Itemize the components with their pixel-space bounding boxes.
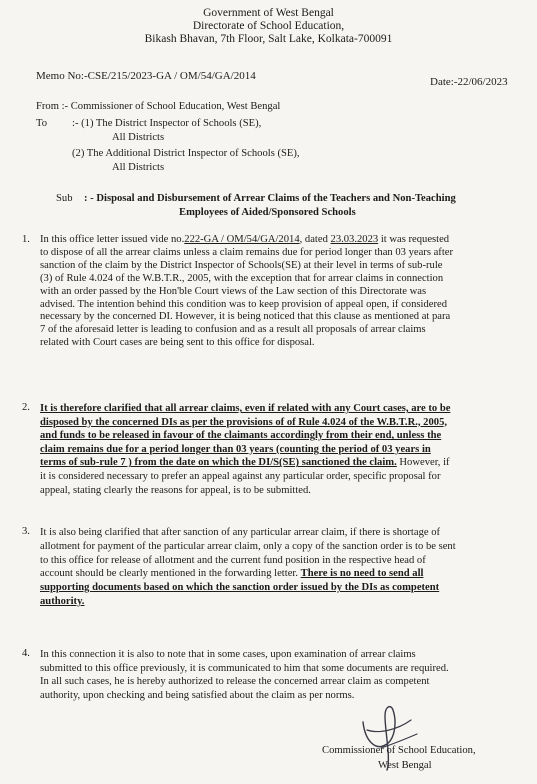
subject-label: Sub — [56, 193, 73, 204]
paragraph-4-line: authority, upon checking and being satisfied about the claim as per norms. — [40, 689, 355, 701]
header-government: Government of West Bengal — [203, 7, 334, 19]
to-recipient-1-scope: All Districts — [112, 132, 165, 143]
paragraph-1-line: In this office letter issued vide no.222-GA / OM/54/GA/2014, dated 23.03.2023 it was requested — [40, 234, 450, 245]
paragraph-1-number: 1. — [22, 234, 30, 245]
paragraph-4-number: 4. — [22, 648, 30, 659]
from-line: From :- Commissioner of School Education, West Bengal — [36, 101, 281, 112]
subject-line-2: Employees of Aided/Sponsored Schools — [179, 207, 356, 218]
to-recipient-2-scope: All Districts — [112, 162, 165, 173]
paragraph-3-number: 3. — [22, 526, 30, 537]
paragraph-4 — [40, 648, 449, 702]
paragraph-3-line: allotment for payment of the particular arrear claim, only a copy of the sanction order is to be sent — [40, 540, 456, 552]
paragraph-1-line: with an order passed by the Hon'ble Court views of the Law section of this Directorate was — [40, 285, 427, 297]
paragraph-2-line: disposed by the concerned DIs as per the provisions of of Rule 4.024 of the W.B.T.R., 2005, — [40, 416, 448, 428]
signatory-state: West Bengal — [378, 760, 432, 771]
paragraph-1-line: (3) of Rule 4.024 of the W.B.T.R., 2005, with the exception that for arrear claims in connection — [40, 272, 444, 284]
paragraph-3-line: account should be clearly mentioned in the forwarding letter. There is no need to send all — [40, 568, 424, 580]
memo-number: Memo No:-CSE/215/2023-GA / OM/54/GA/2014 — [36, 70, 256, 82]
header-directorate: Directorate of School Education, — [192, 20, 345, 32]
paragraph-1-line: necessary by the concerned DI. However, it is being noticed that this clause as mentioned at para — [40, 311, 451, 323]
paragraph-1 — [40, 234, 453, 350]
subject-line-1: : - Disposal and Disbursement of Arrear Claims of the Teachers and Non-Teaching — [84, 193, 456, 204]
paragraph-3-line: supporting documents based on which the sanction order issued by the DIs as competent — [40, 582, 440, 594]
paragraph-1-line: advised. The intention behind this condition was to keep provision of appeal open, if considered — [40, 298, 447, 310]
paragraph-1-line: to dispose of all the arrear claims unless a claim remains due for period longer than 03 years after — [40, 246, 454, 258]
paragraph-3-line: authority. — [40, 595, 85, 607]
paragraph-2-line: appeal, stating clearly the reasons for appeal, is to be submitted. — [40, 484, 311, 496]
paragraph-3-line: to this office for release of allotment and the current fund position in the respective head of — [40, 554, 426, 566]
paragraph-1-line: 7 of the aforesaid letter is leading to confusion and as a result all proposals of arrear claims — [40, 324, 426, 336]
paragraph-2-line: terms of sub-rule 7 ) from the date on which the DI/S(SE) sanctioned the claim. However, if — [40, 457, 450, 469]
paragraph-4-line: submitted to this office previously, it is communicated to him that some documents are required. — [40, 662, 449, 674]
paragraph-4-line: In all such cases, he is hereby authorized to release the concerned arrear claim as competent — [40, 676, 430, 688]
signatory-title: Commissioner of School Education, — [322, 745, 476, 756]
paragraph-2 — [40, 402, 450, 497]
paragraph-2-line: claim remains due for a period longer than 03 years (counting the period of 03 years in — [40, 443, 431, 455]
paragraph-2-line: it is considered necessary to prefer an appeal against any particular order, specific proposal for — [40, 470, 441, 482]
header-address: Bikash Bhavan, 7th Floor, Salt Lake, Kolkata-700091 — [144, 33, 393, 45]
memo-date: Date:-22/06/2023 — [430, 76, 508, 88]
to-recipient-1: :- (1) The District Inspector of Schools (SE), — [72, 118, 262, 129]
to-label: To — [36, 118, 48, 129]
paragraph-2-line: It is therefore clarified that all arrear claims, even if related with any Court cases, are to be — [40, 403, 451, 414]
paragraph-2-number: 2. — [22, 402, 30, 413]
paragraph-3 — [40, 526, 456, 609]
paragraph-4-line: In this connection it is also to note that in some cases, upon examination of arrear claims — [40, 649, 416, 660]
paragraph-2-line: and funds to be released in favour of the claimants accordingly from their end, unless the — [40, 430, 442, 442]
paragraph-1-line: related with Court cases are being sent to this office for disposal. — [40, 337, 315, 349]
paragraph-3-line: It is also being clarified that after sanction of any particular arrear claim, if there is shortage of — [40, 527, 441, 538]
to-recipient-2: (2) The Additional District Inspector of Schools (SE), — [72, 148, 300, 159]
paragraph-1-line: sanction of the claim by the District Inspector of Schools(SE) at their level in terms of sub-rule — [40, 259, 443, 271]
